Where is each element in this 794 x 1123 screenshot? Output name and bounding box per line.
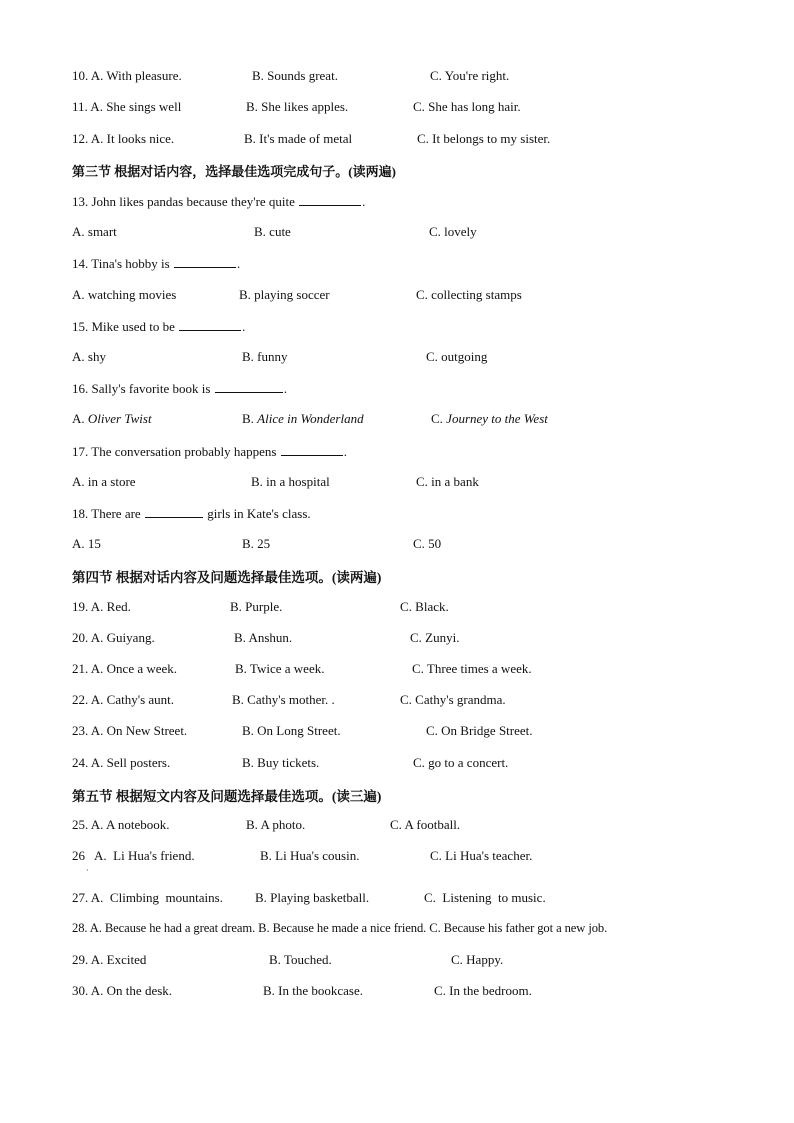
option-a-label: A. — [72, 411, 88, 426]
answer-blank — [281, 443, 343, 456]
option-c: C. collecting stamps — [416, 287, 522, 302]
option-b-title: Alice in Wonderland — [257, 411, 364, 426]
option-c: C. Black. — [400, 599, 449, 614]
option-b: B. Cathy's mother. . — [232, 692, 335, 707]
option-a: A. shy — [72, 349, 106, 364]
section-4-heading: 第四节 根据对话内容及问题选择最佳选项。(读两遍) — [72, 570, 382, 585]
question-10 — [72, 68, 754, 86]
option-c: C. in a bank — [416, 474, 479, 489]
question-26 — [72, 848, 754, 866]
option-c: C. lovely — [429, 224, 477, 239]
option-b: B. Li Hua's cousin. — [260, 848, 360, 863]
option-a: 11. A. She sings well — [72, 99, 182, 114]
option-a: A. smart — [72, 224, 117, 239]
option-c: C. You're right. — [430, 68, 510, 83]
option-c: C. Cathy's grandma. — [400, 692, 506, 707]
stray-dot-mark: · — [86, 866, 89, 875]
option-c: C. Zunyi. — [410, 630, 460, 645]
question-14-stem — [72, 255, 240, 272]
question-20 — [72, 630, 754, 648]
question-17-stem — [72, 443, 347, 460]
stem-text-post: girls in Kate's class. — [207, 506, 311, 521]
option-b: B. cute — [254, 224, 291, 239]
question-18-options — [72, 536, 754, 554]
option-b — [242, 411, 364, 427]
option-c: C. Happy. — [451, 952, 504, 967]
section-5-heading: 第五节 根据短文内容及问题选择最佳选项。(读三遍) — [72, 789, 382, 804]
answer-blank — [215, 380, 283, 393]
question-13-options — [72, 224, 754, 242]
option-c: C. Listening to music. — [424, 890, 546, 905]
stem-end: . — [236, 256, 241, 271]
option-a — [72, 411, 152, 427]
option-a: A. 15 — [72, 536, 101, 551]
question-24 — [72, 755, 754, 773]
stem-text: 17. The conversation probably happens — [72, 444, 277, 459]
option-a: 10. A. With pleasure. — [72, 68, 182, 83]
option-a: 24. A. Sell posters. — [72, 755, 171, 770]
question-27 — [72, 890, 754, 908]
question-12 — [72, 131, 754, 149]
option-a: 27. A. Climbing mountains. — [72, 890, 223, 905]
question-16-options — [72, 411, 754, 429]
option-a: 23. A. On New Street. — [72, 723, 188, 738]
option-b: B. Buy tickets. — [242, 755, 320, 770]
option-c: C. outgoing — [426, 349, 488, 364]
option-c: C. 50 — [413, 536, 442, 551]
option-c-label: C. — [431, 411, 447, 426]
question-14-options — [72, 287, 754, 305]
option-c-title: Journey to the West — [446, 411, 548, 426]
answer-blank — [299, 193, 361, 206]
question-23 — [72, 723, 754, 741]
option-c: C. Li Hua's teacher. — [430, 848, 533, 863]
option-b: B. playing soccer — [239, 287, 330, 302]
option-b: B. She likes apples. — [246, 99, 349, 114]
question-11 — [72, 99, 754, 117]
question-17-options — [72, 474, 754, 492]
option-a: 22. A. Cathy's aunt. — [72, 692, 175, 707]
stem-text: 13. John likes pandas because they're quite — [72, 194, 295, 209]
option-c: C. It belongs to my sister. — [417, 131, 551, 146]
question-15-options — [72, 349, 754, 367]
option-a: 20. A. Guiyang. — [72, 630, 155, 645]
option-a: 30. A. On the desk. — [72, 983, 173, 998]
option-a: 26 A. Li Hua's friend. — [72, 848, 195, 863]
option-b: B. A photo. — [246, 817, 306, 832]
option-c: C. A football. — [390, 817, 461, 832]
stem-text: 14. Tina's hobby is — [72, 256, 170, 271]
option-b-label: B. — [242, 411, 258, 426]
answer-blank — [145, 505, 203, 518]
stem-text: 15. Mike used to be — [72, 319, 175, 334]
option-a: A. watching movies — [72, 287, 177, 302]
option-a: 19. A. Red. — [72, 599, 131, 614]
question-16-stem — [72, 380, 287, 397]
option-b: B. in a hospital — [251, 474, 330, 489]
option-a: 21. A. Once a week. — [72, 661, 178, 676]
stem-end: . — [242, 319, 246, 334]
question-15-stem — [72, 318, 245, 335]
option-a: 25. A. A notebook. — [72, 817, 170, 832]
option-c: C. go to a concert. — [413, 755, 509, 770]
question-19 — [72, 599, 754, 617]
option-b: B. 25 — [242, 536, 271, 551]
option-c — [431, 411, 548, 427]
question-29 — [72, 952, 754, 970]
option-a: 12. A. It looks nice. — [72, 131, 175, 146]
question-30 — [72, 983, 754, 1001]
option-b: B. funny — [242, 349, 288, 364]
option-b: B. Twice a week. — [235, 661, 325, 676]
stem-end: . — [343, 444, 347, 459]
question-21 — [72, 661, 754, 679]
option-c: C. On Bridge Street. — [426, 723, 533, 738]
option-b: B. It's made of metal — [244, 131, 353, 146]
option-a: A. in a store — [72, 474, 136, 489]
stem-text: 18. There are — [72, 506, 141, 521]
question-18-stem — [72, 505, 311, 522]
option-b: B. Sounds great. — [252, 68, 338, 83]
option-a: 29. A. Excited — [72, 952, 147, 967]
option-b: B. In the bookcase. — [263, 983, 364, 998]
question-25 — [72, 817, 754, 835]
answer-blank — [174, 255, 236, 268]
question-28: 28. A. Because he had a great dream. B. Because he made a nice friend. C. Because his father got a new job. — [72, 921, 608, 935]
option-b: B. Playing basketball. — [255, 890, 370, 905]
option-c: C. She has long hair. — [413, 99, 521, 114]
option-c: C. In the bedroom. — [434, 983, 532, 998]
option-b: B. Touched. — [269, 952, 332, 967]
answer-blank — [179, 318, 241, 331]
stem-text: 16. Sally's favorite book is — [72, 381, 211, 396]
option-c: C. Three times a week. — [412, 661, 532, 676]
stem-end: . — [362, 194, 366, 209]
question-22 — [72, 692, 754, 710]
option-b: B. Anshun. — [234, 630, 293, 645]
option-a-title: Oliver Twist — [87, 411, 152, 426]
section-3-heading: 第三节 根据对话内容，选择最佳选项完成句子。(读两遍) — [72, 164, 396, 179]
question-13-stem — [72, 193, 365, 210]
option-b: B. Purple. — [230, 599, 283, 614]
stem-end: . — [283, 381, 287, 396]
option-b: B. On Long Street. — [242, 723, 341, 738]
